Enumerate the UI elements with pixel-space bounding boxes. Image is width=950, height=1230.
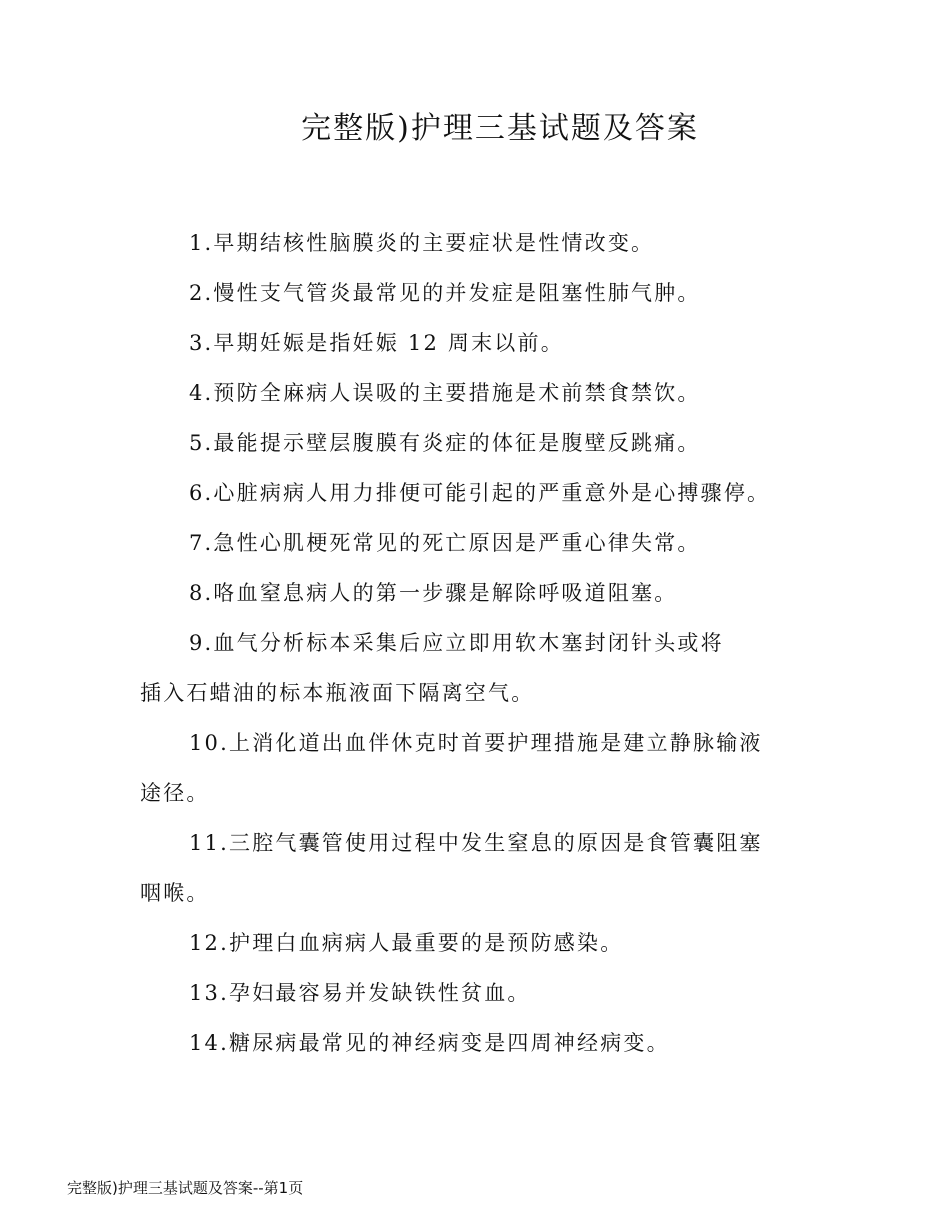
item-text: 4.预防全麻病人误吸的主要措施是术前禁食禁饮。 xyxy=(189,381,701,405)
item-text: 13.孕妇最容易并发缺铁性贫血。 xyxy=(189,981,531,1005)
item-text: 1.早期结核性脑膜炎的主要症状是性情改变。 xyxy=(189,231,655,255)
item-text: 6.心脏病病人用力排便可能引起的严重意外是心搏骤停。 xyxy=(189,481,771,505)
item-text-line1: 9.血气分析标本采集后应立即用软木塞封闭针头或将 xyxy=(189,631,724,655)
item-text-line1: 11.三腔气囊管使用过程中发生窒息的原因是食管囊阻塞 xyxy=(189,831,763,855)
item-text: 2.慢性支气管炎最常见的并发症是阻塞性肺气肿。 xyxy=(189,281,701,305)
item-text: 3.早期妊娠是指妊娠 12 周末以前。 xyxy=(189,331,564,355)
list-item-3 xyxy=(140,318,800,368)
list-item-12 xyxy=(140,918,800,968)
list-item-2 xyxy=(140,268,800,318)
list-item-1 xyxy=(140,218,800,268)
list-item-4 xyxy=(140,368,800,418)
list-item-10 xyxy=(140,718,800,818)
item-text: 12.护理白血病病人最重要的是预防感染。 xyxy=(189,931,624,955)
item-text: 14.糖尿病最常见的神经病变是四周神经病变。 xyxy=(189,1031,670,1055)
list-item-14 xyxy=(140,1018,800,1068)
item-text-line2: 插入石蜡油的标本瓶液面下隔离空气。 xyxy=(140,681,535,705)
document-title: 完整版)护理三基试题及答案 xyxy=(301,111,699,146)
list-item-13 xyxy=(140,968,800,1018)
item-text: 7.急性心肌梗死常见的死亡原因是严重心律失常。 xyxy=(189,531,701,555)
question-list xyxy=(140,218,800,1068)
item-text-line1: 10.上消化道出血伴休克时首要护理措施是建立静脉输液 xyxy=(189,731,763,755)
item-text: 8.咯血窒息病人的第一步骤是解除呼吸道阻塞。 xyxy=(189,581,678,605)
list-item-11 xyxy=(140,818,800,918)
item-text-line2: 咽喉。 xyxy=(140,881,210,905)
page-footer: 完整版)护理三基试题及答案--第1页 xyxy=(67,1179,304,1197)
list-item-9 xyxy=(140,618,800,718)
list-item-6 xyxy=(140,468,800,518)
list-item-8 xyxy=(140,568,800,618)
item-text: 5.最能提示壁层腹膜有炎症的体征是腹壁反跳痛。 xyxy=(189,431,701,455)
list-item-7 xyxy=(140,518,800,568)
list-item-5 xyxy=(140,418,800,468)
item-text-line2: 途径。 xyxy=(140,781,210,805)
